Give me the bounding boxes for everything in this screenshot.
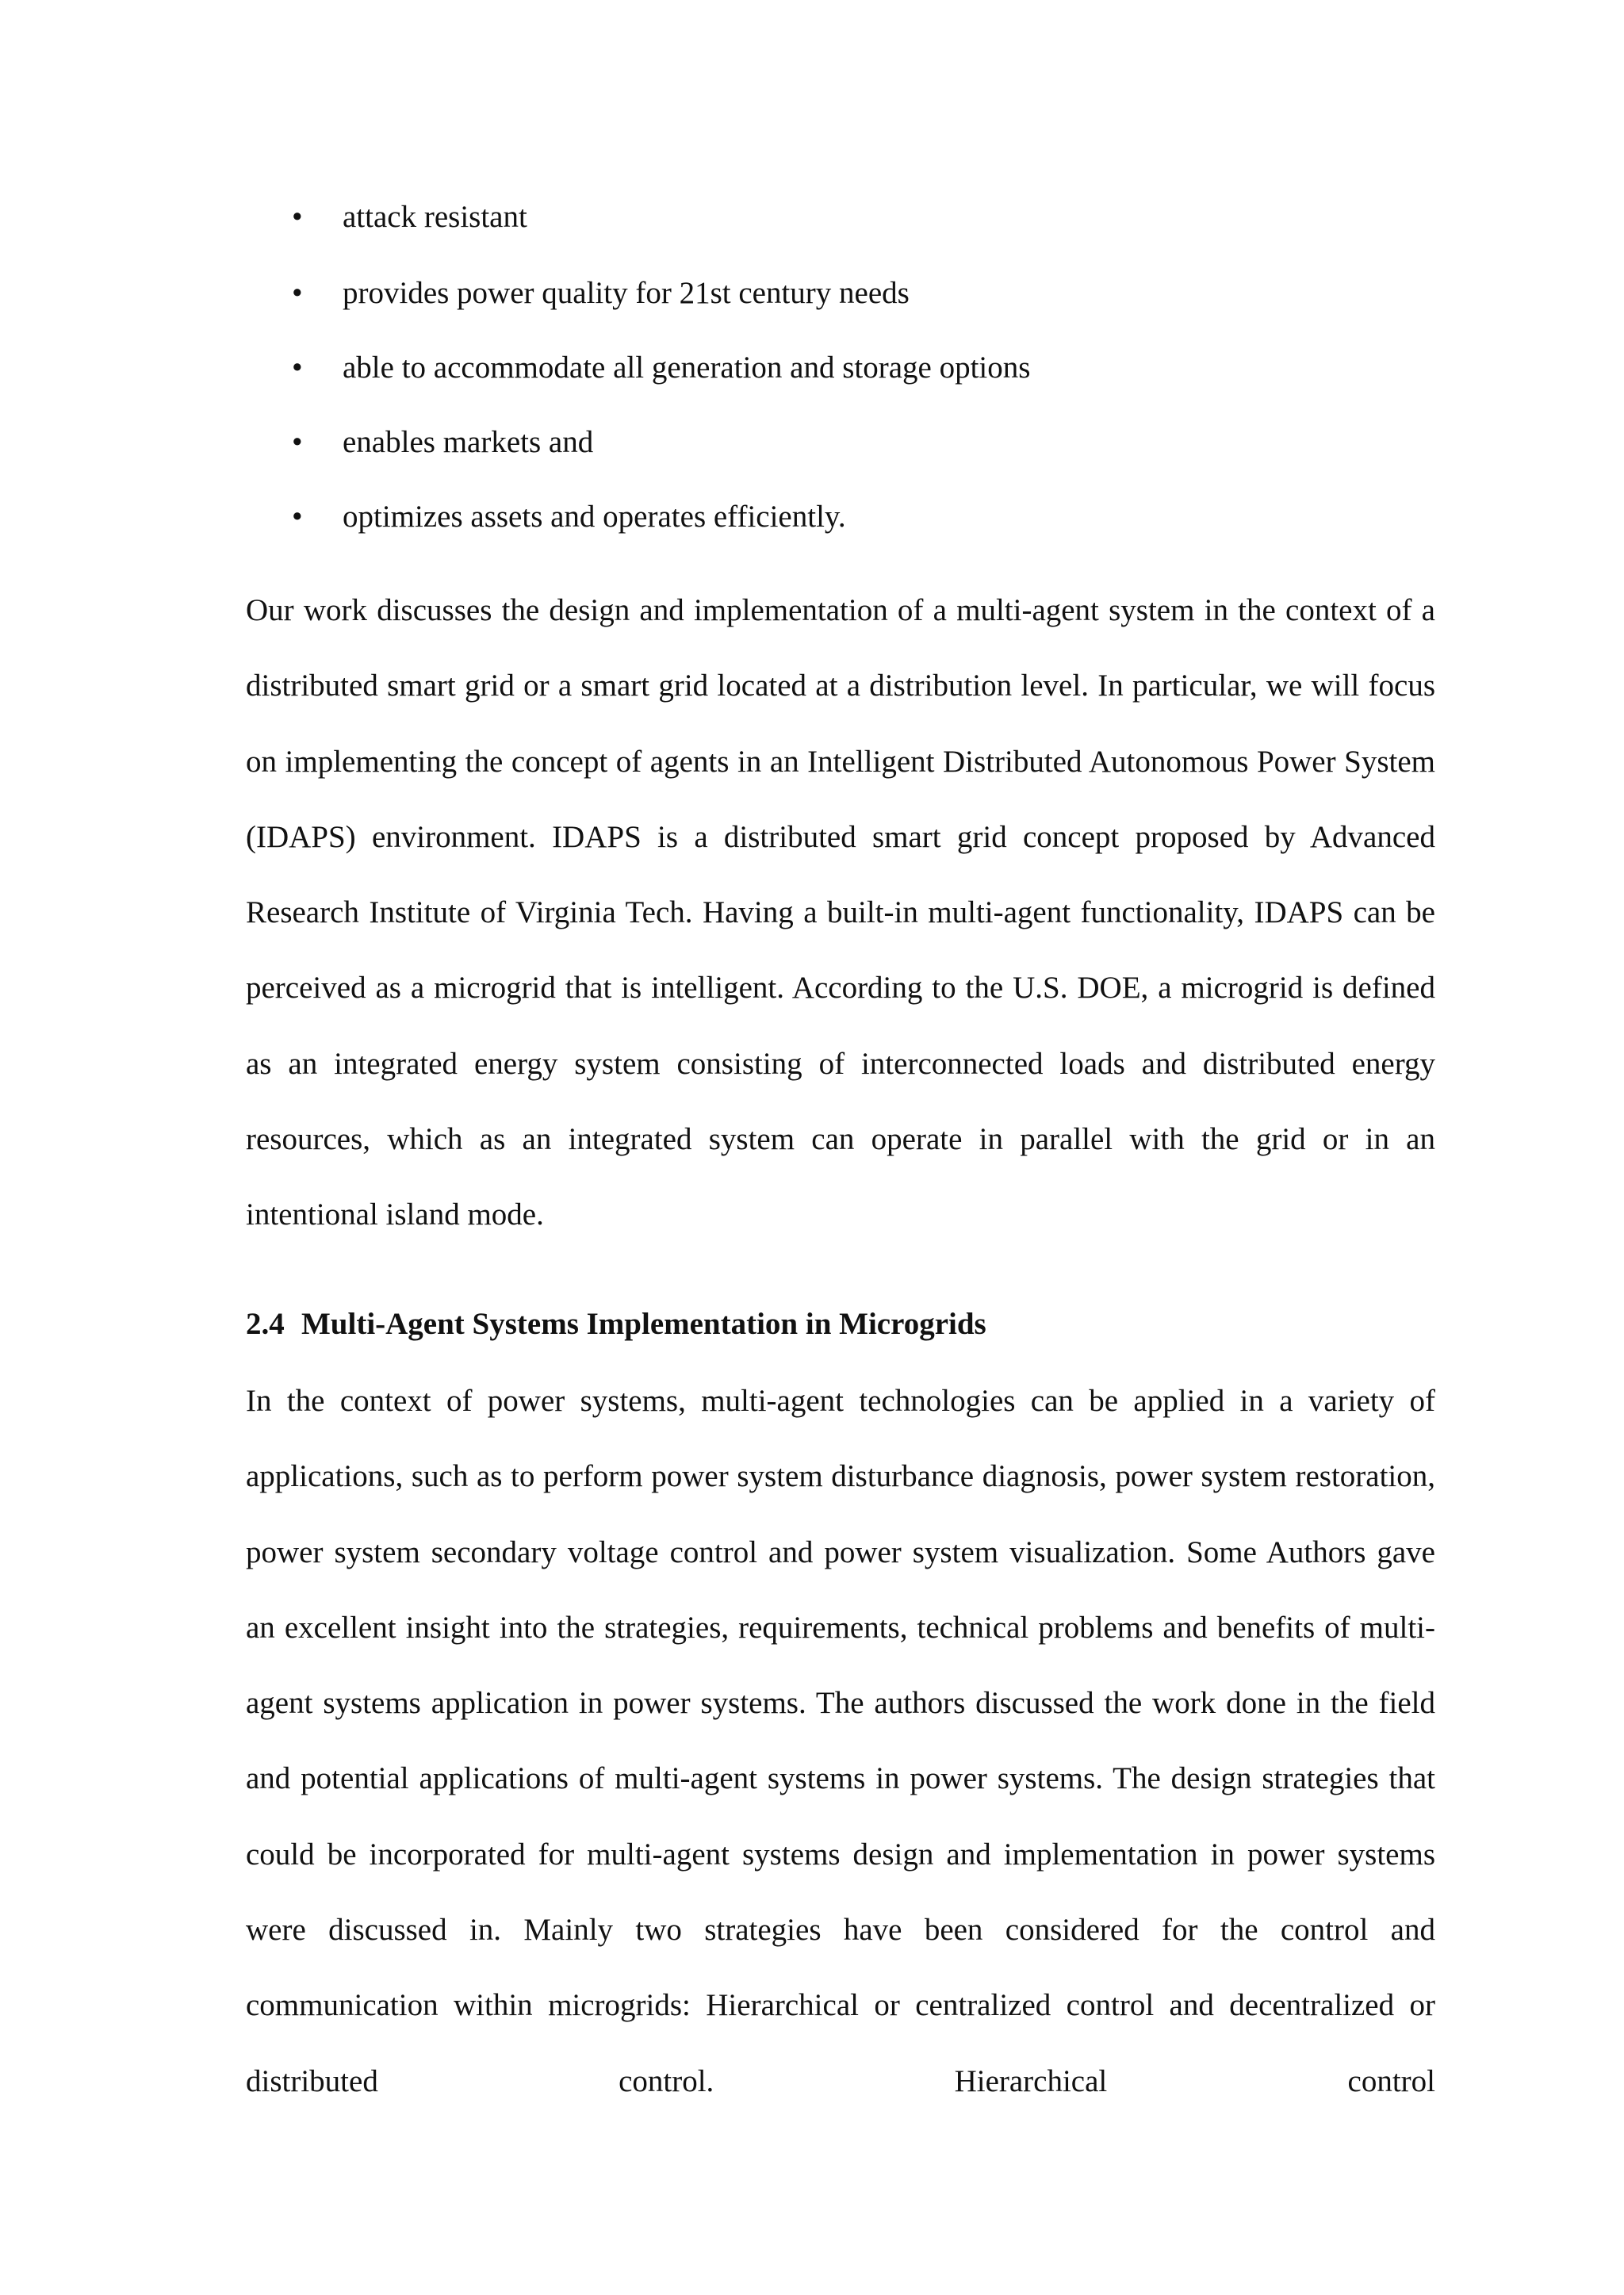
bullet-item <box>0 493 1624 541</box>
bullet-marker: • <box>292 276 303 310</box>
bullet-marker: • <box>292 500 303 534</box>
body-paragraph-idaps: Our work discusses the design and implementation of a multi-agent system in the context of a distributed smart grid or a smart grid located at a distribution level. In particular, we will focus on implementing the concept of agents in an Intelligent Distributed Autonomous Power System (IDAPS) environment. IDAPS is a distributed smart grid concept proposed by Advanced Research Institute of Virginia Tech. Having a built-in multi-agent functionality, IDAPS can be perceived as a microgrid that is intelligent. According to the U.S. DOE, a microgrid is defined as an integrated energy system consisting of interconnected loads and distributed energy resources, which as an integrated system can operate in parallel with the grid or in an intentional island mode. <box>246 593 1435 1232</box>
bullet-marker: • <box>292 351 303 385</box>
body-paragraph-multi-agent: In the context of power systems, multi-agent technologies can be applied in a variety of applications, such as to perform power system disturbance diagnosis, power system restoration, power system secondary voltage control and power system visualization. Some Authors gave an excellent insight into the strategies, requirements, technical problems and benefits of multi-agent systems application in power systems. The authors discussed the work done in the field and potential applications of multi-agent systems in power systems. The design strategies that could be incorporated for multi-agent systems design and implementation in power systems were discussed in. Mainly two strategies have been considered for the control and communication within microgrids: Hierarchical or centralized control and decentralized or distributed control. Hierarchical control <box>246 1384 1435 2098</box>
section-heading <box>246 1301 986 1348</box>
bullet-text: provides power quality for 21st century needs <box>343 276 910 310</box>
bullet-text: optimizes assets and operates efficiently. <box>343 500 846 534</box>
bullet-marker: • <box>292 200 303 234</box>
bullet-item <box>0 193 1624 241</box>
section-title: Multi-Agent Systems Implementation in Microgrids <box>301 1307 986 1341</box>
bullet-text: attack resistant <box>343 200 527 234</box>
bullet-item <box>0 419 1624 466</box>
bullet-item <box>0 270 1624 317</box>
bullet-text: enables markets and <box>343 425 594 459</box>
bullet-marker: • <box>292 425 303 459</box>
bullet-text: able to accommodate all generation and storage options <box>343 351 1031 385</box>
section-number: 2.4 <box>246 1307 285 1341</box>
bullet-item <box>0 344 1624 392</box>
